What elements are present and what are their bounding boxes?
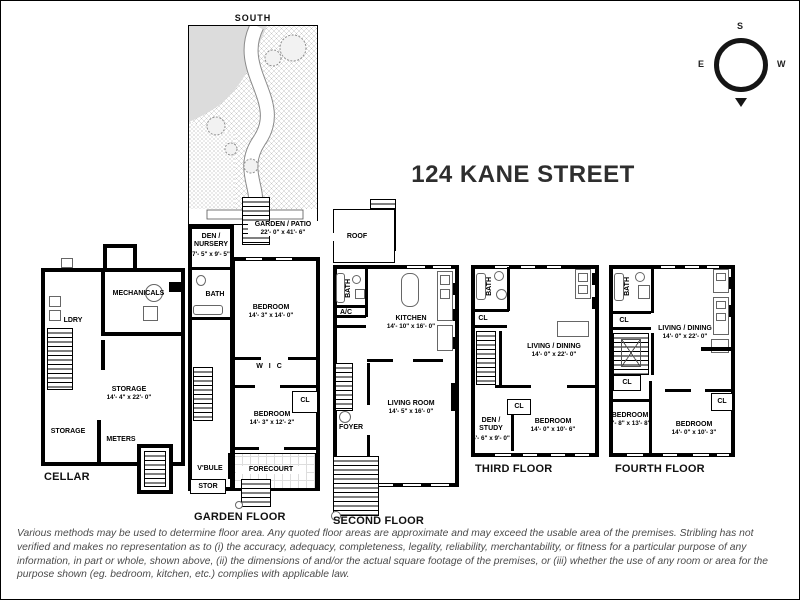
window [433, 265, 451, 269]
stoop-stairs [333, 456, 379, 516]
stairs [193, 367, 213, 421]
appliance-block [729, 277, 733, 289]
appliance-block [592, 273, 596, 285]
window [717, 453, 729, 457]
room-label-bedroom-left: BEDROOM [611, 412, 649, 419]
fixture [143, 306, 158, 321]
south-label: SOUTH [234, 13, 272, 23]
appliance [440, 289, 450, 299]
appliance-block [453, 283, 457, 295]
room-label-bath: BATH [624, 277, 631, 296]
wall [188, 225, 234, 491]
room-dims-garden-patio: 22'- 0" x 41'- 6" [248, 229, 318, 236]
room-label-ldry: LDRY [63, 317, 83, 324]
fireplace-block [451, 383, 457, 411]
shower-fixture [638, 285, 650, 299]
wall [499, 331, 502, 385]
room-label-ac: A/C [339, 309, 353, 316]
room-label-cl-mid: CL [622, 379, 632, 386]
room-dims-bedroom-right: 14'- 0" x 10'- 3" [671, 429, 717, 436]
appliance-block [729, 305, 733, 317]
wall [336, 305, 366, 308]
garden-plan [188, 25, 318, 225]
wall [190, 317, 232, 320]
room-label-foyer: FOYER [338, 424, 364, 431]
wall [101, 272, 105, 334]
wall [365, 267, 368, 317]
room-label-living-dining: LIVING / DINING [658, 325, 712, 332]
appliance [716, 313, 726, 321]
window [403, 483, 421, 487]
wall [336, 325, 366, 328]
room-label-living-dining: LIVING / DINING [527, 343, 581, 350]
sink-fixture [355, 289, 365, 299]
room-label-forecourt: FORECOURT [236, 466, 306, 474]
stoop-stairs [241, 479, 271, 507]
room-label-den-nursery: DEN / NURSERY [194, 233, 228, 248]
stairs [476, 331, 496, 385]
floor-name-fourth: FOURTH FLOOR [615, 463, 705, 475]
tree [244, 159, 258, 173]
compass-west: W [777, 59, 786, 69]
floor-second [331, 197, 463, 533]
wall [511, 415, 514, 451]
room-label-cl-right: CL [717, 398, 727, 405]
room-dims-kitchen: 14'- 10" x 16'- 0" [386, 323, 436, 330]
room-label-den-study: DEN / STUDY [479, 417, 503, 432]
window [407, 265, 425, 269]
wall [413, 359, 443, 362]
wall [231, 385, 255, 388]
window [276, 257, 292, 261]
tub-fixture [614, 273, 624, 301]
wall [613, 399, 651, 402]
window [685, 265, 699, 269]
wall [284, 447, 320, 450]
wall [231, 357, 261, 360]
wall [101, 332, 181, 336]
wall [613, 311, 651, 314]
kitchen-counter [557, 321, 589, 337]
wall [280, 385, 320, 388]
tub-fixture [336, 273, 345, 303]
wall [495, 385, 531, 388]
window [431, 483, 449, 487]
room-dims-den-study: 5'- 6" x 9'- 0" [472, 435, 510, 442]
compass-circle-icon [714, 38, 768, 92]
page-title: 124 KANE STREET [411, 161, 635, 188]
wall [101, 340, 105, 370]
room-dims-bedroom-left: 5'- 8" x 13'- 8" [609, 420, 651, 427]
window [495, 453, 511, 457]
wall [701, 347, 733, 351]
room-label-bath: BATH [345, 279, 352, 298]
fixture [61, 258, 73, 268]
stairs [335, 363, 353, 411]
room-label-vbule: V'BULE [197, 465, 223, 472]
floor-garden [188, 197, 320, 533]
room-dims-bedroom-front: 14'- 3" x 14'- 0" [248, 312, 294, 319]
room-label-cl-upper: CL [619, 317, 629, 324]
room-dims-living-dining: 14'- 0" x 22'- 0" [662, 333, 708, 340]
wall [507, 267, 510, 311]
stairs [144, 451, 166, 487]
tub-fixture [476, 273, 486, 300]
sink-fixture [716, 273, 726, 281]
appliance-block [453, 337, 457, 349]
room-label-roof: ROOF [333, 233, 381, 241]
room-label-garden-patio: GARDEN / PATIO [248, 221, 318, 229]
room-label-bath: BATH [205, 291, 225, 298]
floor-fourth [607, 257, 749, 485]
wall [475, 325, 507, 328]
window [547, 265, 561, 269]
floor-name-cellar: CELLAR [44, 471, 90, 483]
tub-fixture [193, 305, 223, 315]
floor-cellar [41, 244, 191, 502]
floor-name-garden: GARDEN FLOOR [194, 511, 286, 523]
garden-drawing [189, 26, 317, 224]
wall [567, 385, 597, 388]
sink-fixture [496, 289, 507, 300]
floor-name-second: SECOND FLOOR [333, 515, 425, 527]
room-label-wic: W I C [256, 363, 284, 370]
kitchen-island [401, 273, 419, 307]
wall [665, 389, 691, 392]
compass-south: S [737, 21, 744, 31]
sink-fixture [578, 273, 588, 282]
window [693, 453, 709, 457]
room-dims-living-dining: 14'- 0" x 22'- 0" [531, 351, 577, 358]
window [246, 257, 262, 261]
toilet-fixture [352, 275, 361, 284]
stairs [47, 328, 73, 390]
window [627, 453, 643, 457]
wall [231, 447, 259, 450]
newel-post [235, 501, 243, 509]
toilet-fixture [196, 275, 206, 286]
tree [265, 50, 281, 66]
disclaimer-text: Various methods may be used to determine floor area. Any quoted floor areas are approximate and may exceed the usable area of the premises. Stribling has not verified and makes no representation as to (i) the accuracy, adequacy, completeness, legality, reliability, merchantability, or fitness for a particular purpose of any information, in part or whole, shown above, (ii) the dimensions of and/or the actual square footage of the premises, or (iii) whether the use of any room or area for the purpose shown (eg. bedroom, kitchen, etc.) complies with applicable law. [17, 528, 768, 581]
room-label-stor: STOR [198, 483, 218, 490]
room-label-kitchen: KITCHEN [395, 315, 427, 322]
room-label-bedroom-right: BEDROOM [675, 421, 713, 428]
skylight [621, 339, 641, 367]
room-dims-bedroom: 14'- 0" x 10'- 6" [530, 426, 576, 433]
room-label-cl: CL [300, 397, 310, 404]
room-label-storage-small: STORAGE [50, 428, 86, 435]
window [661, 265, 675, 269]
room-label-storage: STORAGE [111, 386, 147, 393]
room-dims-storage: 14'- 4" x 22'- 0" [106, 394, 152, 401]
compass-needle-icon [735, 98, 747, 107]
sink-fixture [440, 275, 450, 285]
floor-third [471, 257, 605, 477]
planting-bed-texture [189, 122, 235, 209]
compass-east: E [698, 59, 705, 69]
appliance [578, 285, 588, 294]
tree [280, 35, 306, 61]
appliance-block [453, 309, 457, 321]
wall [367, 363, 370, 405]
room-label-cl-mid: CL [514, 403, 524, 410]
tree [207, 117, 225, 135]
appliance [716, 301, 726, 309]
wall [475, 309, 509, 312]
wall [367, 359, 393, 362]
window [551, 453, 565, 457]
room-label-bedroom: BEDROOM [534, 418, 572, 425]
wall [190, 267, 232, 270]
floor-name-third: THIRD FLOOR [475, 463, 553, 475]
toilet-fixture [494, 271, 504, 281]
room-dims-bedroom-rear: 14'- 3" x 12'- 2" [249, 419, 295, 426]
compass [696, 15, 792, 115]
window [523, 453, 537, 457]
appliance-block [592, 297, 596, 309]
room-label-meters: METERS [106, 436, 136, 443]
room-label-bath: BATH [486, 277, 493, 296]
room-label-living-room: LIVING ROOM [387, 400, 435, 407]
wall [651, 269, 654, 313]
laundry-machine [49, 296, 61, 307]
wall [705, 389, 733, 392]
tree [225, 143, 237, 155]
stair-curve [339, 411, 351, 423]
window [575, 453, 589, 457]
room-label-mechanicals: MECHANICALS [112, 290, 165, 297]
room-label-bedroom-rear: BEDROOM [253, 411, 291, 418]
room-label-cl-upper: CL [478, 315, 488, 322]
room-dims-living-room: 14'- 5" x 16'- 0" [388, 408, 434, 415]
room-dims-den-nursery: 7'- 5" x 9'- 5" [192, 251, 230, 258]
window [521, 265, 535, 269]
toilet-fixture [635, 272, 645, 282]
window [663, 453, 677, 457]
room-label-bedroom-front: BEDROOM [252, 304, 290, 311]
wall [288, 357, 320, 360]
